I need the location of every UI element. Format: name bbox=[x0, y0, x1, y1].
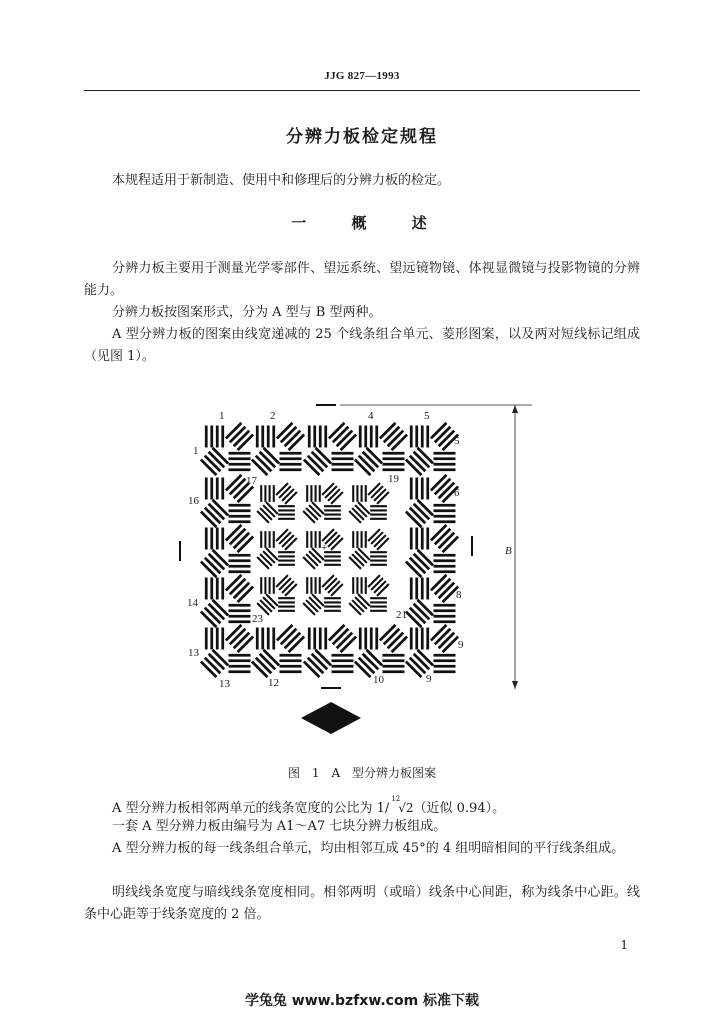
ratio-prefix: A 型分辨力板相邻两单元的线条宽度的公比为 1/ bbox=[112, 801, 390, 816]
line-group bbox=[349, 502, 370, 523]
unit-label: 1 bbox=[193, 445, 199, 457]
unit-label: 8 bbox=[456, 589, 462, 601]
line-group bbox=[329, 625, 356, 652]
line-group bbox=[226, 575, 253, 602]
line-group bbox=[324, 552, 341, 565]
line-group bbox=[226, 525, 253, 552]
line-group bbox=[411, 478, 428, 500]
line-group bbox=[206, 628, 223, 650]
line-group bbox=[277, 423, 304, 450]
line-group bbox=[252, 650, 279, 677]
dimension-arrow-bottom bbox=[512, 681, 518, 689]
line-group bbox=[307, 577, 320, 594]
line-group bbox=[229, 605, 251, 622]
line-group bbox=[201, 650, 228, 677]
line-group bbox=[406, 550, 433, 577]
unit-label: 17 bbox=[246, 475, 257, 487]
line-group bbox=[229, 453, 251, 470]
line-group bbox=[353, 531, 366, 548]
line-group bbox=[332, 453, 354, 470]
ratio-suffix: （近似 0.94）。 bbox=[413, 801, 506, 816]
line-group bbox=[309, 628, 326, 650]
line-group bbox=[380, 625, 407, 652]
line-group bbox=[257, 548, 278, 569]
line-group bbox=[322, 483, 343, 504]
line-group bbox=[434, 605, 456, 622]
dimension-label: B bbox=[505, 545, 512, 557]
line-group bbox=[278, 598, 295, 611]
line-group bbox=[252, 448, 279, 475]
line-group bbox=[411, 528, 428, 550]
page-number: 1 bbox=[620, 938, 628, 952]
running-header: JJG 827—1993 bbox=[324, 70, 400, 82]
line-group bbox=[280, 453, 302, 470]
paragraph-set: 一套 A 型分辨力板由编号为 A1～A7 七块分辨力板组成。 bbox=[112, 819, 447, 834]
intro-paragraph-2: 分辨力板按图案形式，分为 A 型与 B 型两种。 bbox=[112, 305, 382, 320]
unit-label: 5 bbox=[454, 435, 460, 447]
line-group bbox=[307, 485, 320, 502]
line-group bbox=[406, 448, 433, 475]
line-group bbox=[304, 448, 331, 475]
line-group bbox=[257, 502, 278, 523]
line-group bbox=[368, 575, 389, 596]
line-group bbox=[322, 575, 343, 596]
line-group bbox=[411, 628, 428, 650]
unit-label: 10 bbox=[373, 674, 384, 686]
line-group bbox=[368, 483, 389, 504]
line-group bbox=[360, 426, 377, 448]
watermark-footer: 学兔兔 www.bzfxw.com 标准下载 bbox=[244, 993, 480, 1009]
line-group bbox=[303, 502, 324, 523]
unit-label: 1 bbox=[219, 410, 225, 422]
unit-label: 13 bbox=[188, 647, 199, 659]
line-group bbox=[324, 506, 341, 519]
line-group bbox=[257, 628, 274, 650]
line-group bbox=[257, 426, 274, 448]
line-group bbox=[332, 655, 354, 672]
line-group bbox=[229, 505, 251, 522]
line-group bbox=[368, 529, 389, 550]
line-group bbox=[349, 548, 370, 569]
line-group bbox=[431, 625, 458, 652]
unit-label: 2 bbox=[270, 410, 276, 422]
line-group bbox=[303, 594, 324, 615]
unit-label: 5 bbox=[424, 410, 430, 422]
line-group bbox=[201, 600, 228, 627]
intro-paragraph-3: A 型分辨力板的图案由线宽递减的 25 个线条组合单元、菱形图案，以及两对短线标记组成（见图 1）。 bbox=[84, 327, 640, 364]
line-group bbox=[353, 577, 366, 594]
line-group bbox=[206, 578, 223, 600]
line-group bbox=[370, 598, 387, 611]
root-index: 12 bbox=[391, 795, 401, 803]
line-group bbox=[276, 483, 297, 504]
line-group bbox=[277, 625, 304, 652]
line-group bbox=[276, 529, 297, 550]
line-group bbox=[201, 448, 228, 475]
line-group bbox=[261, 485, 274, 502]
line-group bbox=[201, 500, 228, 527]
unit-label: 12 bbox=[268, 677, 279, 689]
line-group bbox=[380, 423, 407, 450]
root-radicand: √2 bbox=[398, 801, 414, 815]
diamond-pattern bbox=[301, 702, 361, 734]
unit-label: 23 bbox=[252, 613, 263, 625]
line-group bbox=[206, 478, 223, 500]
paragraph-line-width: 明线线条宽度与暗线线条宽度相同。相邻两明（或暗）线条中心间距，称为线条中心距。线条中心距等于线条宽度的 2 倍。 bbox=[84, 885, 640, 922]
line-group bbox=[431, 525, 458, 552]
line-group bbox=[278, 552, 295, 565]
unit-label: 13 bbox=[219, 678, 230, 690]
line-group bbox=[261, 531, 274, 548]
unit-label: 14 bbox=[187, 597, 198, 609]
line-group bbox=[329, 423, 356, 450]
line-group bbox=[383, 655, 405, 672]
figure-caption: 图 1 A 型分辨力板图案 bbox=[288, 766, 436, 780]
line-group bbox=[383, 453, 405, 470]
unit-label: 21 bbox=[396, 609, 407, 621]
line-group bbox=[434, 505, 456, 522]
line-unit-grid bbox=[201, 423, 458, 677]
document-title: 分辨力板检定规程 bbox=[286, 127, 438, 147]
unit-label: 19 bbox=[388, 473, 399, 485]
unit-label: 9 bbox=[426, 673, 432, 685]
unit-label: 9 bbox=[458, 639, 464, 651]
line-group bbox=[370, 506, 387, 519]
unit-label: 6 bbox=[454, 487, 460, 499]
center-cross: + bbox=[321, 542, 328, 554]
line-group bbox=[229, 555, 251, 572]
line-group bbox=[353, 485, 366, 502]
line-group bbox=[226, 625, 253, 652]
line-group bbox=[370, 552, 387, 565]
line-group bbox=[355, 448, 382, 475]
scope-paragraph: 本规程适用于新制造、使用中和修理后的分辨力板的检定。 bbox=[112, 173, 451, 188]
line-group bbox=[226, 423, 253, 450]
line-group bbox=[261, 577, 274, 594]
line-group bbox=[276, 575, 297, 596]
line-group bbox=[349, 594, 370, 615]
line-group bbox=[324, 598, 341, 611]
unit-label: 16 bbox=[188, 495, 199, 507]
line-group bbox=[257, 594, 278, 615]
line-group bbox=[411, 426, 428, 448]
line-group bbox=[206, 528, 223, 550]
unit-label: 4 bbox=[368, 410, 374, 422]
line-group bbox=[406, 500, 433, 527]
line-group bbox=[434, 655, 456, 672]
line-group bbox=[434, 555, 456, 572]
line-group bbox=[229, 655, 251, 672]
line-group bbox=[431, 575, 458, 602]
line-group bbox=[406, 600, 433, 627]
resolution-target-figure bbox=[170, 396, 540, 736]
paragraph-unit-structure: A 型分辨力板的每一线条组合单元，均由相邻互成 45°的 4 组明暗相间的平行线条组成。 bbox=[112, 841, 625, 856]
line-group bbox=[360, 628, 377, 650]
line-group bbox=[411, 578, 428, 600]
section-heading: 一 概 述 bbox=[291, 214, 433, 232]
line-group bbox=[280, 655, 302, 672]
line-group bbox=[278, 506, 295, 519]
header-rule bbox=[84, 90, 640, 91]
nth-root bbox=[389, 795, 414, 815]
dimension-arrow-top bbox=[512, 405, 518, 413]
intro-paragraph-1: 分辨力板主要用于测量光学零部件、望远系统、望远镜物镜、体视显微镜与投影物镜的分辨能力。 bbox=[84, 261, 640, 298]
line-group bbox=[307, 531, 320, 548]
line-group bbox=[434, 453, 456, 470]
line-group bbox=[201, 550, 228, 577]
line-group bbox=[304, 650, 331, 677]
line-group bbox=[309, 426, 326, 448]
line-group bbox=[206, 426, 223, 448]
